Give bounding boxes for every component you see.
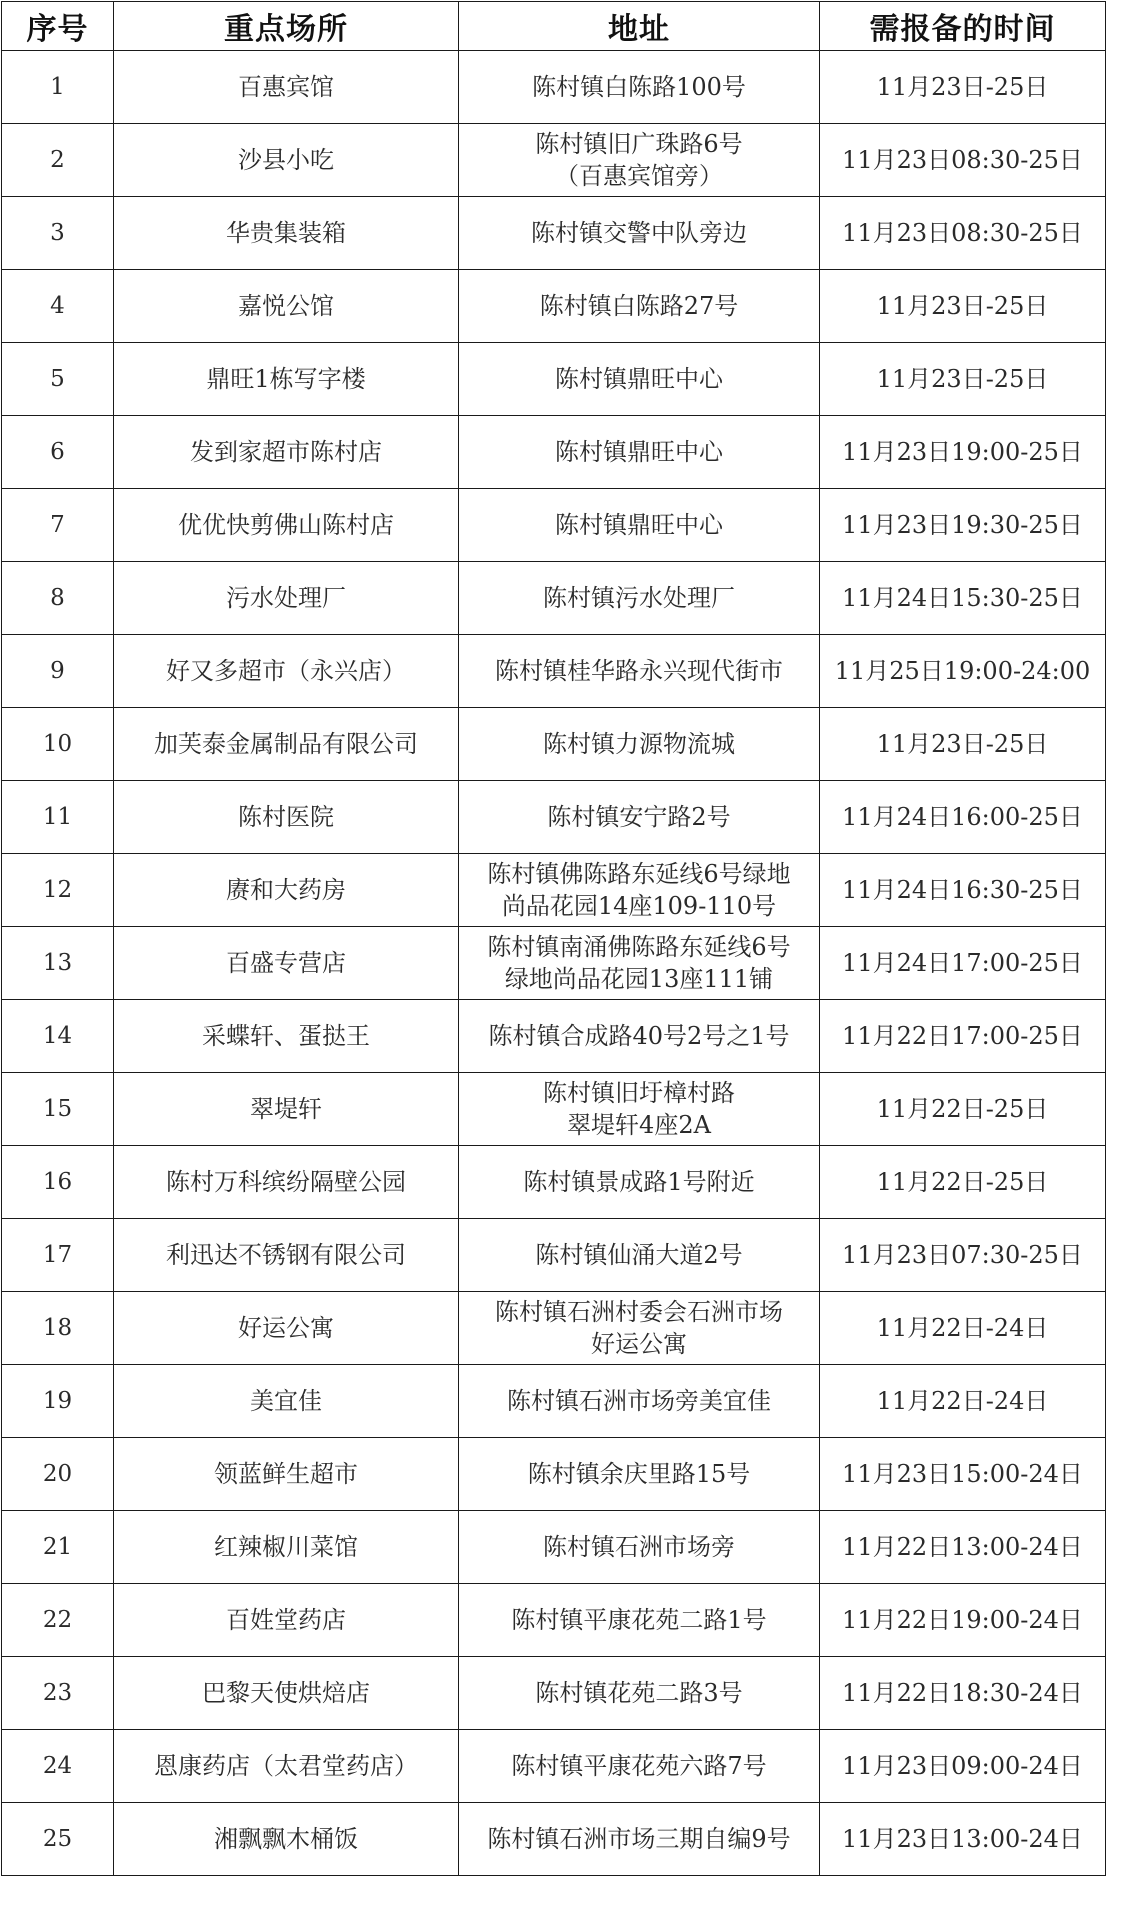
address-cell [459, 1730, 820, 1803]
address-cell [459, 562, 820, 635]
report-time-cell: 11月22日19:00-24日 [820, 1584, 1106, 1657]
address-cell [459, 927, 820, 1000]
report-time-cell: 11月23日-25日 [820, 270, 1106, 343]
address-line: 陈村镇旧圩樟村路 [543, 1079, 735, 1107]
report-time-cell: 11月24日15:30-25日 [820, 562, 1106, 635]
table-row [2, 416, 1106, 489]
address-line: 陈村镇平康花苑六路7号 [511, 1752, 767, 1780]
serial-number-cell: 8 [2, 562, 114, 635]
report-time-cell: 11月25日19:00-24:00 [820, 635, 1106, 708]
report-time-cell: 11月23日-25日 [820, 51, 1106, 124]
table-row [2, 854, 1106, 927]
table-row [2, 1146, 1106, 1219]
serial-number-cell: 20 [2, 1438, 114, 1511]
address-cell [459, 854, 820, 927]
serial-number-cell: 24 [2, 1730, 114, 1803]
address-cell [459, 1000, 820, 1073]
table-row [2, 51, 1106, 124]
report-time-cell: 11月23日15:00-24日 [820, 1438, 1106, 1511]
place-name-cell: 华贵集装箱 [114, 197, 459, 270]
address-cell [459, 124, 820, 197]
address-line: 陈村镇合成路40号2号之1号 [488, 1022, 790, 1050]
place-name-cell: 美宜佳 [114, 1365, 459, 1438]
report-time-cell: 11月24日16:30-25日 [820, 854, 1106, 927]
address-cell [459, 1803, 820, 1876]
address-line: 尚品花园14座109-110号 [501, 892, 777, 920]
serial-number-cell: 22 [2, 1584, 114, 1657]
table-row [2, 124, 1106, 197]
address-line: 绿地尚品花园13座111铺 [504, 965, 774, 993]
address-cell [459, 1292, 820, 1365]
address-line: 陈村镇石洲市场三期自编9号 [487, 1825, 791, 1853]
report-time-cell: 11月23日-25日 [820, 708, 1106, 781]
address-cell [459, 270, 820, 343]
report-time-cell: 11月23日07:30-25日 [820, 1219, 1106, 1292]
header-report-time: 需报备的时间 [820, 2, 1106, 51]
table-row [2, 343, 1106, 416]
address-line: 陈村镇旧广珠路6号 [535, 130, 743, 158]
place-name-cell: 巴黎天使烘焙店 [114, 1657, 459, 1730]
serial-number-cell: 10 [2, 708, 114, 781]
serial-number-cell: 18 [2, 1292, 114, 1365]
header-address: 地址 [459, 2, 820, 51]
place-name-cell: 恩康药店（太君堂药店） [114, 1730, 459, 1803]
table-row [2, 635, 1106, 708]
address-line: 陈村镇力源物流城 [543, 730, 735, 758]
serial-number-cell: 23 [2, 1657, 114, 1730]
serial-number-cell: 13 [2, 927, 114, 1000]
address-cell [459, 781, 820, 854]
table-row [2, 1511, 1106, 1584]
address-line: 陈村镇鼎旺中心 [555, 438, 723, 466]
serial-number-cell: 12 [2, 854, 114, 927]
serial-number-cell: 6 [2, 416, 114, 489]
address-cell [459, 51, 820, 124]
serial-number-cell: 15 [2, 1073, 114, 1146]
report-time-cell: 11月23日09:00-24日 [820, 1730, 1106, 1803]
address-line: 翠堤轩4座2A [567, 1111, 711, 1139]
serial-number-cell: 17 [2, 1219, 114, 1292]
table-body [2, 51, 1106, 1876]
address-cell [459, 708, 820, 781]
address-line: 陈村镇白陈路27号 [539, 292, 739, 320]
key-places-table [1, 1, 1106, 1876]
table-header-row [2, 2, 1106, 51]
place-name-cell: 嘉悦公馆 [114, 270, 459, 343]
table-row [2, 1292, 1106, 1365]
place-name-cell: 好又多超市（永兴店） [114, 635, 459, 708]
address-line: 陈村镇鼎旺中心 [555, 365, 723, 393]
serial-number-cell: 9 [2, 635, 114, 708]
place-name-cell: 污水处理厂 [114, 562, 459, 635]
report-time-cell: 11月22日-25日 [820, 1146, 1106, 1219]
table-row [2, 1438, 1106, 1511]
address-cell [459, 343, 820, 416]
address-line: 陈村镇石洲市场旁美宜佳 [507, 1387, 771, 1415]
address-line: 陈村镇安宁路2号 [547, 803, 731, 831]
address-line: 陈村镇污水处理厂 [543, 584, 735, 612]
report-time-cell: 11月22日-24日 [820, 1365, 1106, 1438]
serial-number-cell: 19 [2, 1365, 114, 1438]
place-name-cell: 百盛专营店 [114, 927, 459, 1000]
place-name-cell: 赓和大药房 [114, 854, 459, 927]
place-name-cell: 百惠宾馆 [114, 51, 459, 124]
address-line: 陈村镇鼎旺中心 [555, 511, 723, 539]
place-name-cell: 加芙泰金属制品有限公司 [114, 708, 459, 781]
report-time-cell: 11月22日17:00-25日 [820, 1000, 1106, 1073]
address-line: 陈村镇余庆里路15号 [527, 1460, 751, 1488]
report-time-cell: 11月23日19:00-25日 [820, 416, 1106, 489]
serial-number-cell: 4 [2, 270, 114, 343]
report-time-cell: 11月23日08:30-25日 [820, 124, 1106, 197]
address-line: 陈村镇交警中队旁边 [531, 219, 747, 247]
serial-number-cell: 11 [2, 781, 114, 854]
table-row [2, 1730, 1106, 1803]
address-cell [459, 1365, 820, 1438]
place-name-cell: 沙县小吃 [114, 124, 459, 197]
serial-number-cell: 5 [2, 343, 114, 416]
place-name-cell: 优优快剪佛山陈村店 [114, 489, 459, 562]
address-cell [459, 1584, 820, 1657]
place-name-cell: 鼎旺1栋写字楼 [114, 343, 459, 416]
report-time-cell: 11月22日-24日 [820, 1292, 1106, 1365]
report-time-cell: 11月23日13:00-24日 [820, 1803, 1106, 1876]
serial-number-cell: 7 [2, 489, 114, 562]
serial-number-cell: 14 [2, 1000, 114, 1073]
address-line: 陈村镇桂华路永兴现代街市 [495, 657, 783, 685]
place-name-cell: 采蝶轩、蛋挞王 [114, 1000, 459, 1073]
report-time-cell: 11月22日-25日 [820, 1073, 1106, 1146]
place-name-cell: 好运公寓 [114, 1292, 459, 1365]
serial-number-cell: 1 [2, 51, 114, 124]
report-time-cell: 11月22日18:30-24日 [820, 1657, 1106, 1730]
place-name-cell: 百姓堂药店 [114, 1584, 459, 1657]
table-row [2, 489, 1106, 562]
serial-number-cell: 2 [2, 124, 114, 197]
place-name-cell: 翠堤轩 [114, 1073, 459, 1146]
place-name-cell: 陈村万科缤纷隔壁公园 [114, 1146, 459, 1219]
address-line: 陈村镇南涌佛陈路东延线6号 [487, 933, 791, 961]
address-line: 陈村镇石洲村委会石洲市场 [495, 1298, 783, 1326]
serial-number-cell: 25 [2, 1803, 114, 1876]
address-cell [459, 197, 820, 270]
serial-number-cell: 21 [2, 1511, 114, 1584]
report-time-cell: 11月23日19:30-25日 [820, 489, 1106, 562]
table-row [2, 1803, 1106, 1876]
address-line: 好运公寓 [591, 1330, 687, 1358]
header-key-place: 重点场所 [114, 2, 459, 51]
report-time-cell: 11月23日08:30-25日 [820, 197, 1106, 270]
address-cell [459, 1073, 820, 1146]
address-line: 陈村镇平康花苑二路1号 [511, 1606, 767, 1634]
table-row [2, 927, 1106, 1000]
table-row [2, 197, 1106, 270]
address-cell [459, 1657, 820, 1730]
table-row [2, 1219, 1106, 1292]
table-row [2, 562, 1106, 635]
place-name-cell: 湘飘飘木桶饭 [114, 1803, 459, 1876]
address-line: 陈村镇仙涌大道2号 [535, 1241, 743, 1269]
address-cell [459, 635, 820, 708]
place-name-cell: 发到家超市陈村店 [114, 416, 459, 489]
address-cell [459, 489, 820, 562]
address-cell [459, 1146, 820, 1219]
table-row [2, 1584, 1106, 1657]
table-row [2, 1000, 1106, 1073]
address-cell [459, 1219, 820, 1292]
table-row [2, 1365, 1106, 1438]
place-name-cell: 红辣椒川菜馆 [114, 1511, 459, 1584]
address-line: 陈村镇石洲市场旁 [543, 1533, 735, 1561]
place-name-cell: 陈村医院 [114, 781, 459, 854]
address-line: 陈村镇白陈路100号 [532, 73, 746, 101]
address-line: 陈村镇花苑二路3号 [535, 1679, 743, 1707]
address-cell [459, 1438, 820, 1511]
table-row [2, 708, 1106, 781]
address-line: 陈村镇佛陈路东延线6号绿地 [487, 860, 791, 888]
place-name-cell: 领蓝鲜生超市 [114, 1438, 459, 1511]
table-row [2, 1657, 1106, 1730]
table-row [2, 270, 1106, 343]
report-time-cell: 11月24日17:00-25日 [820, 927, 1106, 1000]
address-line: （百惠宾馆旁） [555, 162, 723, 190]
table-row [2, 781, 1106, 854]
report-time-cell: 11月23日-25日 [820, 343, 1106, 416]
report-time-cell: 11月22日13:00-24日 [820, 1511, 1106, 1584]
address-line: 陈村镇景成路1号附近 [523, 1168, 755, 1196]
serial-number-cell: 3 [2, 197, 114, 270]
report-time-cell: 11月24日16:00-25日 [820, 781, 1106, 854]
header-serial-number: 序号 [2, 2, 114, 51]
serial-number-cell: 16 [2, 1146, 114, 1219]
address-cell [459, 1511, 820, 1584]
address-cell [459, 416, 820, 489]
table-row [2, 1073, 1106, 1146]
place-name-cell: 利迅达不锈钢有限公司 [114, 1219, 459, 1292]
